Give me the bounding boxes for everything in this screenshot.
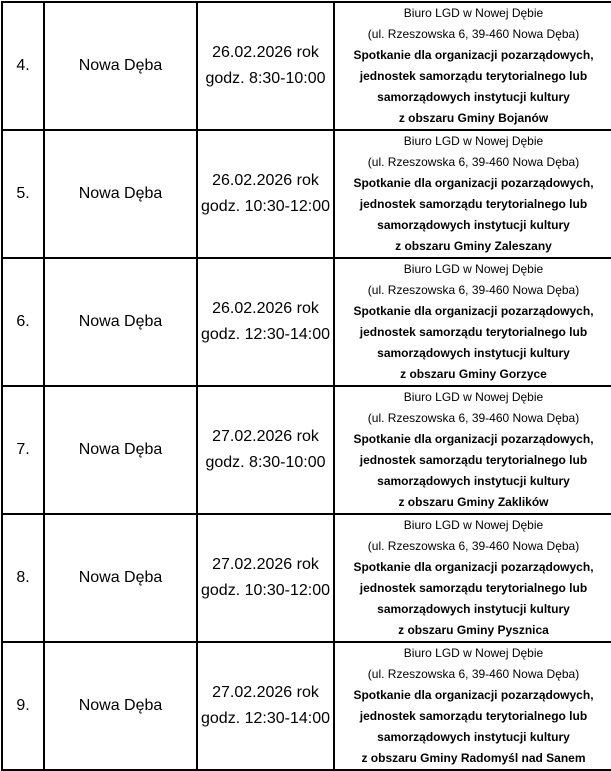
venue-name: Biuro LGD w Nowej Dębie [403, 134, 544, 148]
meeting-description-line: Spotkanie dla organizacji pozarządowych, [353, 688, 594, 702]
details-cell [334, 386, 611, 514]
table-row [2, 642, 611, 770]
date-text: 27.02.2026 rok [212, 556, 319, 573]
date-cell [197, 2, 334, 130]
venue-address: (ul. Rzeszowska 6, 39-460 Nowa Dęba) [367, 411, 580, 425]
time-text: godz. 10:30-12:00 [201, 198, 330, 215]
venue-name: Biuro LGD w Nowej Dębie [403, 6, 544, 20]
meeting-description-line: Spotkanie dla organizacji pozarządowych, [353, 48, 594, 62]
meeting-description-line: jednostek samorządu terytorialnego lub [359, 581, 588, 595]
date-cell [197, 514, 334, 642]
venue-name: Biuro LGD w Nowej Dębie [403, 390, 544, 404]
venue-name: Biuro LGD w Nowej Dębie [403, 646, 544, 660]
venue-name: Biuro LGD w Nowej Dębie [403, 518, 544, 532]
place-name: Nowa Dęba [44, 258, 197, 386]
table-row [2, 2, 611, 130]
date-text: 27.02.2026 rok [212, 428, 319, 445]
time-text: godz. 8:30-10:00 [205, 70, 326, 87]
row-number: 6. [2, 258, 44, 386]
row-number: 8. [2, 514, 44, 642]
meeting-description-line: jednostek samorządu terytorialnego lub [359, 325, 588, 339]
details-cell [334, 258, 611, 386]
venue-address: (ul. Rzeszowska 6, 39-460 Nowa Dęba) [367, 667, 580, 681]
date-text: 26.02.2026 rok [212, 44, 319, 61]
date-text: 26.02.2026 rok [212, 172, 319, 189]
place-name: Nowa Dęba [44, 130, 197, 258]
meeting-description-line: jednostek samorządu terytorialnego lub [359, 69, 588, 83]
date-text: 27.02.2026 rok [212, 684, 319, 701]
table-row [2, 130, 611, 258]
meeting-area-line: z obszaru Gminy Zaleszany [395, 239, 552, 253]
date-cell [197, 642, 334, 770]
meeting-description-line: samorządowych instytucji kultury [377, 218, 570, 232]
time-text: godz. 8:30-10:00 [205, 454, 326, 471]
details-cell [334, 514, 611, 642]
meeting-description-line: jednostek samorządu terytorialnego lub [359, 453, 588, 467]
time-text: godz. 10:30-12:00 [201, 582, 330, 599]
venue-address: (ul. Rzeszowska 6, 39-460 Nowa Dęba) [367, 283, 580, 297]
meeting-description-line: samorządowych instytucji kultury [377, 602, 570, 616]
row-number: 7. [2, 386, 44, 514]
place-name: Nowa Dęba [44, 386, 197, 514]
venue-address: (ul. Rzeszowska 6, 39-460 Nowa Dęba) [367, 539, 580, 553]
meetings-schedule-table [1, 1, 611, 771]
time-text: godz. 12:30-14:00 [201, 710, 330, 727]
date-text: 26.02.2026 rok [212, 300, 319, 317]
meeting-area-line: z obszaru Gminy Zaklików [398, 495, 549, 509]
details-cell [334, 130, 611, 258]
venue-address: (ul. Rzeszowska 6, 39-460 Nowa Dęba) [367, 27, 580, 41]
meeting-description-line: jednostek samorządu terytorialnego lub [359, 709, 588, 723]
meeting-area-line: z obszaru Gminy Bojanów [398, 111, 549, 125]
date-cell [197, 258, 334, 386]
venue-address: (ul. Rzeszowska 6, 39-460 Nowa Dęba) [367, 155, 580, 169]
meeting-area-line: z obszaru Gminy Gorzyce [400, 367, 547, 381]
place-name: Nowa Dęba [44, 642, 197, 770]
meeting-description-line: Spotkanie dla organizacji pozarządowych, [353, 176, 594, 190]
place-name: Nowa Dęba [44, 514, 197, 642]
meeting-description-line: Spotkanie dla organizacji pozarządowych, [353, 560, 594, 574]
table-row [2, 514, 611, 642]
place-name: Nowa Dęba [44, 2, 197, 130]
meeting-description-line: samorządowych instytucji kultury [377, 346, 570, 360]
meeting-description-line: Spotkanie dla organizacji pozarządowych, [353, 432, 594, 446]
table-row [2, 258, 611, 386]
row-number: 9. [2, 642, 44, 770]
details-cell [334, 2, 611, 130]
meeting-area-line: z obszaru Gminy Radomyśl nad Sanem [361, 751, 586, 765]
date-cell [197, 386, 334, 514]
time-text: godz. 12:30-14:00 [201, 326, 330, 343]
meeting-description-line: samorządowych instytucji kultury [377, 90, 570, 104]
table-row [2, 386, 611, 514]
venue-name: Biuro LGD w Nowej Dębie [403, 262, 544, 276]
date-cell [197, 130, 334, 258]
meeting-description-line: samorządowych instytucji kultury [377, 730, 570, 744]
meeting-description-line: jednostek samorządu terytorialnego lub [359, 197, 588, 211]
meeting-description-line: Spotkanie dla organizacji pozarządowych, [353, 304, 594, 318]
meeting-description-line: samorządowych instytucji kultury [377, 474, 570, 488]
meeting-area-line: z obszaru Gminy Pysznica [398, 623, 549, 637]
details-cell [334, 642, 611, 770]
row-number: 4. [2, 2, 44, 130]
row-number: 5. [2, 130, 44, 258]
